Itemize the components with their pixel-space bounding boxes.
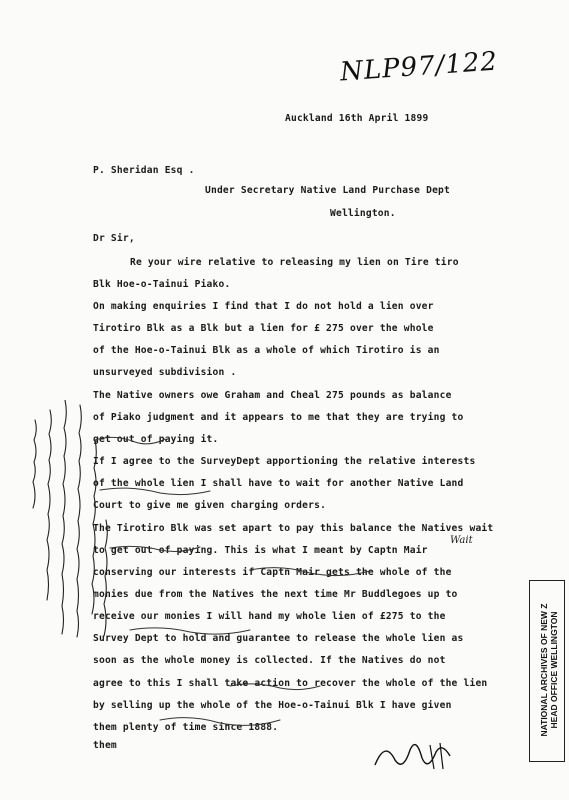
- body-line: receive our monies I will hand my whole lien of £275 to the: [93, 611, 446, 622]
- reference-number: NLP97/122: [339, 46, 499, 88]
- handwritten-overlay: [90, 430, 470, 750]
- body-line: to get out of paying. This is what I meant by Captn Mair: [93, 545, 428, 556]
- body-line: agree to this I shall take action to recover the whole of the lien: [93, 678, 488, 689]
- body-line: Re your wire relative to releasing my lien on Tire tiro: [130, 257, 459, 268]
- stamp-text: [539, 585, 559, 755]
- addressee-place: Wellington.: [330, 208, 396, 219]
- body-line: them: [93, 740, 117, 751]
- body-line: of Piako judgment and it appears to me that they are trying to: [93, 412, 464, 423]
- body-line: by selling up the whole of the Hoe-o-Tainui Blk I have given: [93, 700, 452, 711]
- archive-stamp: [529, 580, 569, 760]
- body-line: Court to give me given charging orders.: [93, 500, 327, 511]
- body-line: The Native owners owe Graham and Cheal 275 pounds as balance: [93, 390, 452, 401]
- body-line: soon as the whole money is collected. If the Natives do not: [93, 655, 446, 666]
- body-line: Tirotiro Blk as a Blk but a lien for £ 275 over the whole: [93, 323, 434, 334]
- body-line: get out of paying it.: [93, 434, 219, 445]
- body-line: The Tirotiro Blk was set apart to pay this balance the Natives wait: [93, 523, 494, 534]
- body-line: of the Hoe-o-Tainui Blk as a whole of which Tirotiro is an: [93, 345, 440, 356]
- letter-date: Auckland 16th April 1899: [285, 113, 429, 124]
- body-line: Blk Hoe-o-Tainui Piako.: [93, 279, 231, 290]
- addressee-title: Under Secretary Native Land Purchase Dept: [205, 185, 451, 196]
- body-line: monies due from the Natives the next time Mr Buddlegoes up to: [93, 589, 458, 600]
- signature: [370, 735, 460, 775]
- addressee-name: P. Sheridan Esq .: [93, 165, 195, 176]
- body-line: of the whole lien I shall have to wait for another Native Land: [93, 478, 464, 489]
- body-line: Survey Dept to hold and guarantee to release the whole lien as: [93, 633, 464, 644]
- stamp-line-2: HEAD OFFICE WELLINGTON: [549, 611, 559, 729]
- body-line: On making enquiries I find that I do not hold a lien over: [93, 301, 434, 312]
- body-line: If I agree to the SurveyDept apportioning the relative interests: [93, 456, 476, 467]
- stamp-line-1: NATIONAL ARCHIVES OF NEW Z: [539, 603, 549, 737]
- body-line: conserving our interests if Captn Mair gets the whole of the: [93, 567, 452, 578]
- body-line: unsurveyed subdivision .: [93, 367, 237, 378]
- margin-note-wait: Wait: [450, 535, 473, 546]
- body-line: them plenty of time since 1888.: [93, 722, 279, 733]
- salutation: Dr Sir,: [93, 233, 135, 244]
